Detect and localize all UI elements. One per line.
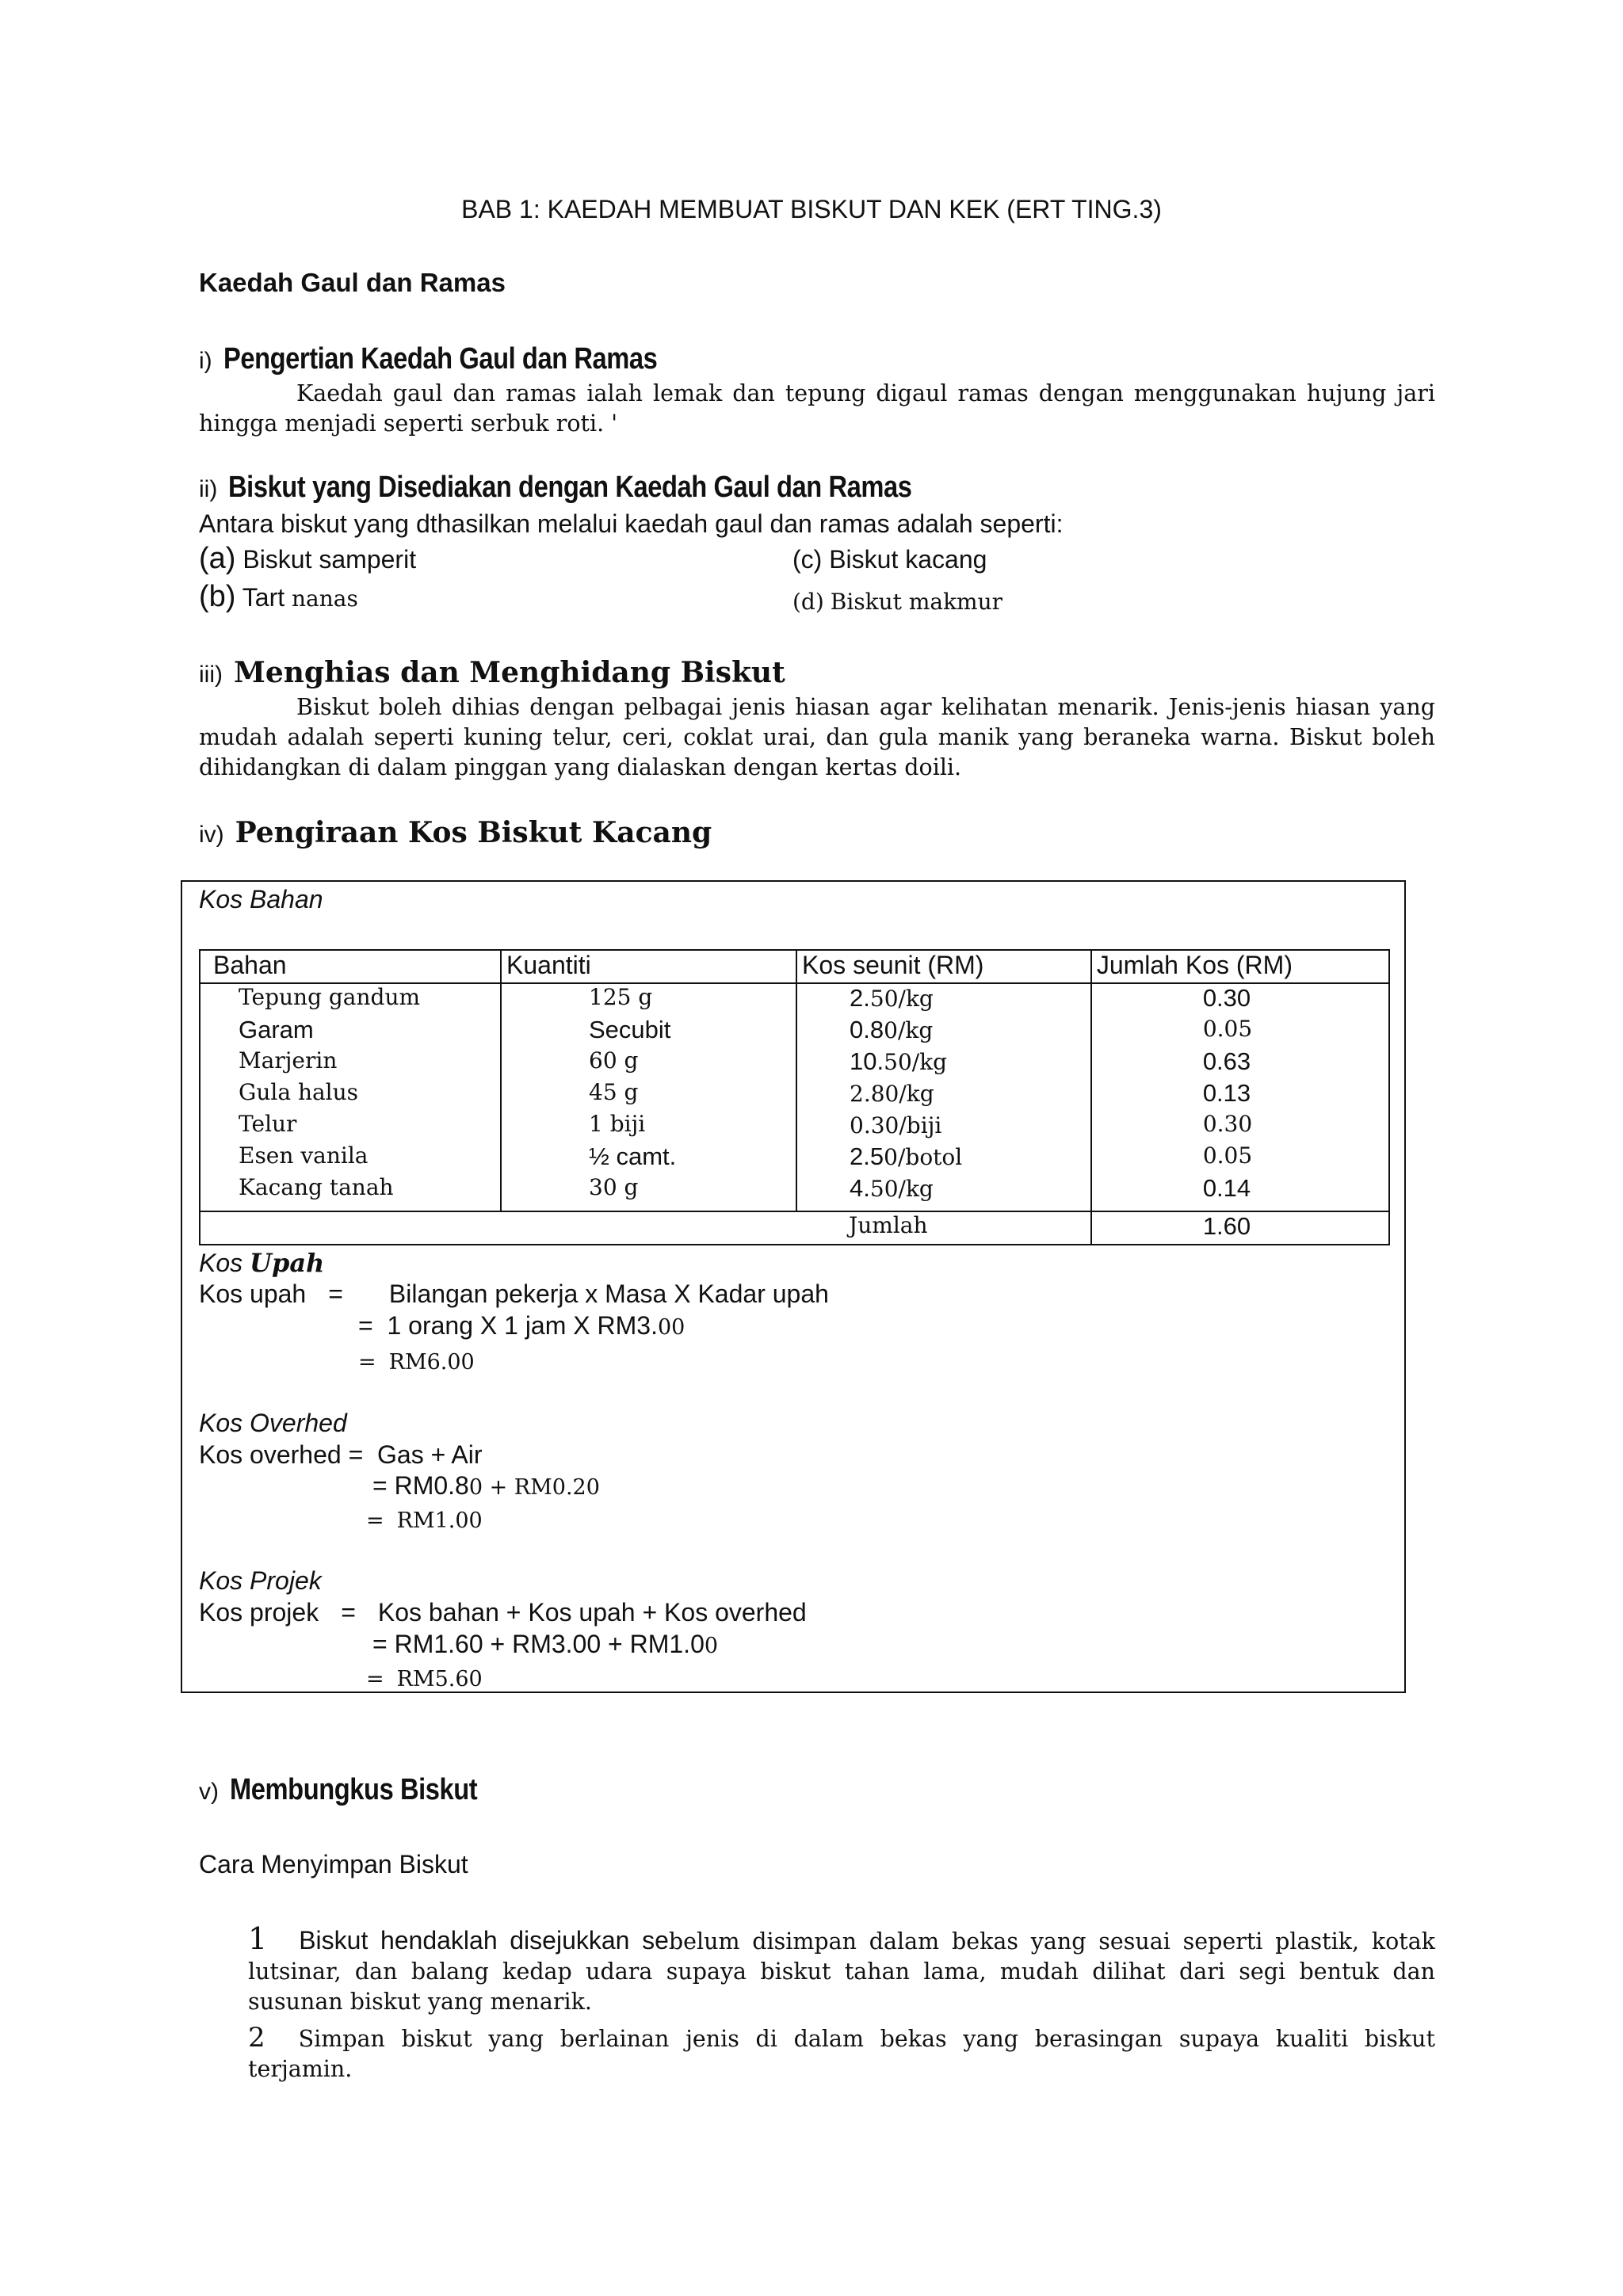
section-number: iv) (199, 822, 224, 848)
table-header-row (200, 950, 1389, 983)
subtitle: Kaedah Gaul dan Ramas (199, 268, 506, 297)
kos-upah-formula: Kos upah = Bilangan pekerja x Masa X Kadar upah (199, 1280, 829, 1308)
section-title: Menghias dan Menghidang Biskut (234, 656, 785, 689)
column-header: Kos seunit (RM) (796, 950, 1091, 983)
section-number: ii) (199, 476, 218, 502)
kos-projek-result: = RM5.60 (366, 1667, 483, 1691)
section-number: iii) (199, 662, 223, 688)
list-item-c: (c) Biskut kacang (792, 545, 987, 574)
kos-overhed-label: Kos Overhed (199, 1409, 347, 1437)
kos-overhed-result: = RM1.00 (366, 1508, 483, 1533)
kos-overhed-formula: Kos overhed = Gas + Air (199, 1440, 483, 1469)
table-row: Garam Secubit 0.80/kg 0.05 (200, 1016, 1389, 1047)
section-2-intro: Antara biskut yang dthasilkan melalui kaedah gaul dan ramas adalah seperti: (199, 509, 1064, 538)
section-3-text: Biskut boleh dihias dengan pelbagai jenis hiasan agar kelihatan menarik. Jenis-jenis hiasan yang mudah adalah seperti kuning telur, ceri, coklat urai, dan gula manik yang beraneka warna. Biskut boleh dihidangkan di dalam pinggan yang dialaskan dengan kertas doili. (199, 694, 1435, 780)
section-2-heading (199, 471, 1023, 505)
column-header: Jumlah Kos (RM) (1091, 950, 1389, 983)
list-item-d: (d) Biskut makmur (792, 589, 1003, 615)
total-row (200, 1211, 1389, 1245)
total-label: Jumlah (796, 1211, 1091, 1245)
list-item-b: (b) Tart nanas (199, 580, 358, 613)
kos-upah-label: Kos Upah (199, 1248, 325, 1278)
storage-item-2: 2 Simpan biskut yang berlainan jenis di dalam bekas yang berasingan supaya kualiti biskut terjamin. (248, 2022, 1435, 2082)
table-row: Esen vanila ½ camt. 2.50/botol 0.05 (200, 1142, 1389, 1174)
storage-title: Cara Menyimpan Biskut (199, 1850, 468, 1878)
document-title: BAB 1: KAEDAH MEMBUAT BISKUT DAN KEK (ERT TING.3) (461, 195, 1162, 223)
kos-upah-step: = 1 orang X 1 jam X RM3.00 (358, 1311, 685, 1340)
table-row: Tepung gandum 125 g 2.50/kg 0.30 (200, 983, 1389, 1016)
table-row: Gula halus 45 g 2.80/kg 0.13 (200, 1079, 1389, 1111)
column-header: Kuantiti (501, 950, 796, 983)
section-title: Membungkus Biskut (230, 1773, 478, 1806)
section-number: i) (199, 348, 212, 374)
kos-overhed-step: = RM0.80 + RM0.20 (372, 1471, 600, 1500)
cost-table (199, 949, 1390, 1245)
table-row: Telur 1 biji 0.30/biji 0.30 (200, 1111, 1389, 1142)
section-4-heading (199, 816, 712, 849)
kos-upah-result: = RM6.00 (358, 1350, 475, 1375)
section-title: Biskut yang Disediakan dengan Kaedah Gaul dan Ramas (228, 471, 912, 504)
kos-projek-formula: Kos projek = Kos bahan + Kos upah + Kos overhed (199, 1598, 807, 1627)
cost-calculation-box (181, 880, 1406, 1693)
section-title: Pengertian Kaedah Gaul dan Ramas (223, 342, 658, 376)
section-number: v) (199, 1779, 219, 1805)
list-item-a: (a) Biskut samperit (199, 542, 417, 575)
section-1-text: Kaedah gaul dan ramas ialah lemak dan tepung digaul ramas dengan menggunakan hujung jari hingga menjadi seperti serbuk roti. ' (199, 380, 1435, 437)
storage-item-1: 1 Biskut hendaklah disejukkan sebelum disimpan dalam bekas yang sesuai seperti plastik, kotak lutsinar, dan balang kedap udara supaya biskut tahan lama, mudah dilihat dari segi bentuk dan susunan biskut yang menarik. (248, 1921, 1435, 2015)
table-row: Kacang tanah 30 g 4.50/kg 0.14 (200, 1174, 1389, 1211)
section-title: Pengiraan Kos Biskut Kacang (235, 816, 712, 849)
section-1-heading (199, 342, 727, 376)
total-value: 1.60 (1091, 1211, 1389, 1245)
column-header: Bahan (200, 950, 501, 983)
table-row: Marjerin 60 g 10.50/kg 0.63 (200, 1047, 1389, 1079)
kos-projek-label: Kos Projek (199, 1566, 322, 1595)
section-3-heading (199, 656, 785, 689)
kos-projek-step: = RM1.60 + RM3.00 + RM1.00 (372, 1630, 719, 1658)
section-5-heading (199, 1773, 517, 1807)
kos-bahan-label: Kos Bahan (199, 885, 323, 913)
